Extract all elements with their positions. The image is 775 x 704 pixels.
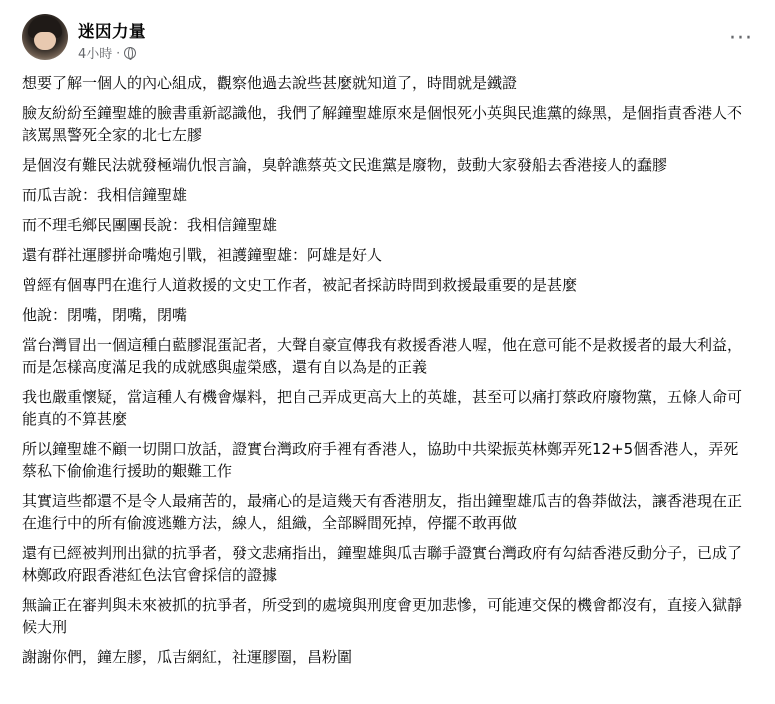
author-avatar[interactable] [22,14,68,60]
post-header [22,14,759,66]
post-paragraph: 我也嚴重懷疑，當這種人有機會爆料，把自己弄成更高大上的英雄，甚至可以痛打蔡政府廢物黨，五條人命可能真的不算甚麼 [22,388,743,428]
post-paragraph: 還有已經被判刑出獄的抗爭者，發文悲痛指出，鐘聖雄與瓜吉聯手證實台灣政府有勾結香港反動分子，已成了林鄭政府跟香港紅色法官會採信的證據 [22,544,743,584]
meta-separator: · [116,45,121,60]
post-time[interactable]: 4小時 [78,47,113,62]
post-paragraph: 想要了解一個人的內心組成，觀察他過去說些甚麼就知道了，時間就是鐵證 [22,74,518,92]
post-paragraph: 曾經有個專門在進行人道救援的文史工作者，被記者採訪時問到救援最重要的是甚麼 [22,276,578,294]
post-paragraph: 還有群社運膠拼命嘴炮引戰，袒護鐘聖雄：阿雄是好人 [22,246,383,264]
post-paragraph: 當台灣冒出一個這種白藍膠混蛋記者，大聲自豪宣傳我有救援香港人喔，他在意可能不是救援者的最大利益，而是怎樣高度滿足我的成就感與虛榮感，還有自以為是的正義 [22,336,743,376]
post-paragraph: 其實這些都還不是令人最痛苦的，最痛心的是這幾天有香港朋友，指出鐘聖雄瓜吉的魯莽做法，讓香港現在正在進行中的所有偷渡逃難方法，線人，組織，全部瞬間死掉，停擺不敢再做 [22,492,743,532]
post-meta [78,43,136,62]
post-paragraph: 臉友紛紛至鐘聖雄的臉書重新認識他，我們了解鐘聖雄原來是個恨死小英與民進黨的綠黑，是個指責香港人不該罵黑警死全家的北七左膠 [22,104,743,144]
more-options-icon[interactable]: ··· [729,25,753,51]
post-paragraph: 而不理毛鄉民團團長說：我相信鐘聖雄 [22,216,278,234]
post-paragraph: 而瓜吉說：我相信鐘聖雄 [22,186,188,204]
globe-icon[interactable] [124,47,136,59]
post-paragraph: 無論正在審判與未來被抓的抗爭者，所受到的處境與刑度會更加悲慘，可能連交保的機會都沒有，直接入獄靜候大刑 [22,596,743,636]
post-body [22,72,753,676]
author-name[interactable]: 迷因力量 [78,22,146,41]
post-paragraph: 謝謝你們，鐘左膠，瓜吉網紅，社運膠圈，昌粉圍 [22,648,353,666]
post-paragraph: 他說：閉嘴，閉嘴，閉嘴 [22,306,188,324]
avatar-hand [34,32,56,50]
post-paragraph: 所以鐘聖雄不顧一切開口放話，證實台灣政府手裡有香港人，協助中共梁振英林鄭弄死12+5個香港人，弄死蔡私下偷偷進行援助的艱難工作 [22,440,739,480]
post-paragraph: 是個沒有難民法就發極端仇恨言論，臭幹譙蔡英文民進黨是廢物，鼓動大家發船去香港接人的蠢膠 [22,156,668,174]
